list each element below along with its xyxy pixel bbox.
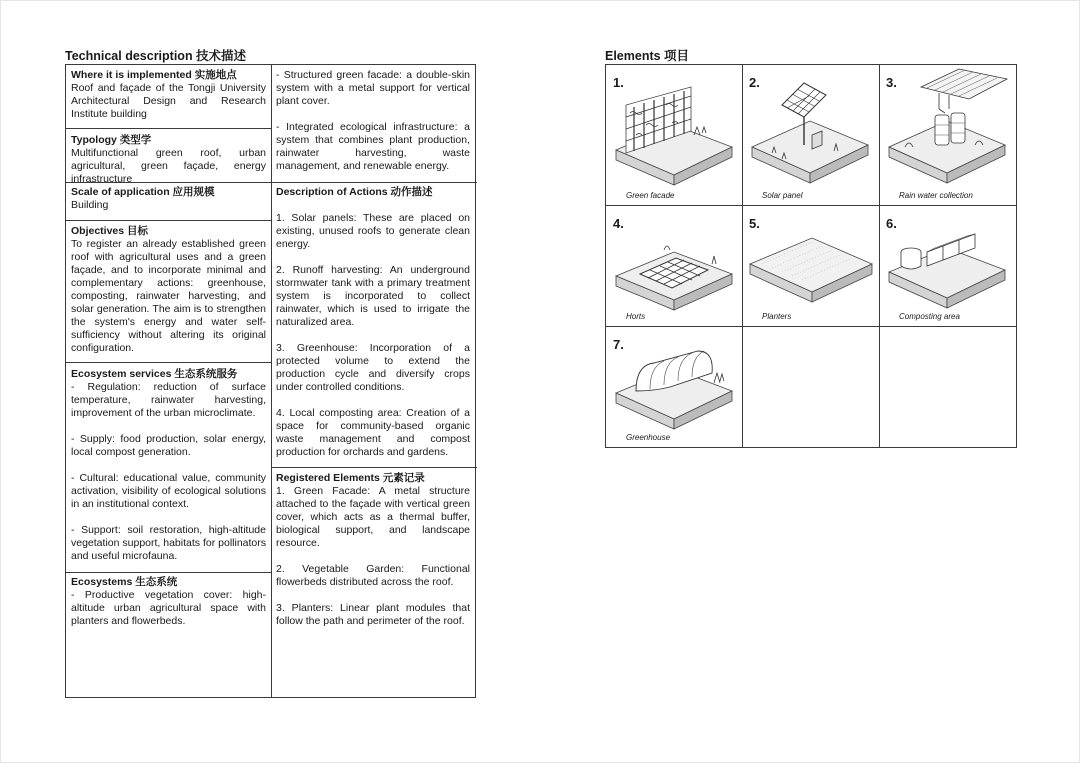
element-caption: Solar panel (762, 191, 803, 200)
solar-panel-icon (742, 65, 879, 205)
tech-title: Technical description 技术描述 (65, 49, 247, 63)
planters-icon (742, 206, 879, 326)
element-cell-green-facade (606, 65, 742, 205)
element-cell-rain-water (879, 65, 1016, 205)
element-number: 7. (613, 337, 624, 352)
block-text: - Cultural: educational value, community activation, visibility of ecological solutions in an institutional context. (71, 472, 266, 510)
horts-icon (606, 206, 742, 326)
element-caption: Greenhouse (626, 433, 671, 442)
block-text: Roof and façade of the Tongji University Architectural Design and Research Institute building (71, 82, 266, 120)
block-text: 1. Solar panels: These are placed on existing, unused roofs to generate clean energy. (276, 212, 470, 250)
element-cell-composting (879, 206, 1016, 326)
element-number: 2. (749, 75, 760, 90)
elements-title: Elements 项目 (605, 49, 690, 63)
block-text: - Supply: food production, solar energy, local compost generation. (71, 433, 266, 458)
block-title: Scale of application 应用规模 (71, 186, 215, 198)
element-caption: Green facade (626, 191, 675, 200)
objectives-block (71, 225, 266, 355)
typology-continued-block (276, 69, 470, 173)
block-text: 4. Local composting area: Creation of a space for community-based organic waste management and compost production for orchards and gardens. (276, 407, 470, 458)
block-text: - Productive vegetation cover: high-altitude urban agricultural space with planters and flowerbeds. (71, 589, 266, 627)
element-cell-greenhouse (606, 327, 742, 447)
element-caption: Composting area (899, 312, 960, 321)
typology-block (71, 134, 266, 186)
block-text: - Structured green facade: a double-skin system with a metal support for vertical plant cover. (276, 69, 470, 107)
row-divider (66, 572, 271, 573)
column-divider (271, 65, 272, 697)
composting-icon (879, 206, 1016, 326)
element-number: 6. (886, 216, 897, 231)
actions-block (276, 186, 470, 459)
element-number: 1. (613, 75, 624, 90)
registered-elements-block (276, 472, 470, 628)
rain-water-icon (879, 65, 1016, 205)
element-cell-solar-panel (742, 65, 879, 205)
block-text: 2. Vegetable Garden: Functional flowerbeds distributed across the roof. (276, 563, 470, 588)
element-number: 5. (749, 216, 760, 231)
greenhouse-icon (606, 327, 742, 447)
row-divider (271, 467, 477, 468)
block-title: Registered Elements 元素记录 (276, 472, 425, 484)
block-text: - Regulation: reduction of surface temperature, rainwater harvesting, improvement of the urban microclimate. (71, 381, 266, 419)
block-text: 3. Greenhouse: Incorporation of a protected volume to extend the production cycle and diversify crops under controlled conditions. (276, 342, 470, 393)
row-divider (66, 362, 271, 363)
ecosystems-block (71, 576, 266, 628)
block-text: 1. Green Facade: A metal structure attached to the façade with vertical green cover, which acts as a thermal buffer, biological support, and landscape resource. (276, 485, 470, 549)
element-number: 4. (613, 216, 624, 231)
block-title: Typology 类型学 (71, 134, 152, 146)
block-text: - Integrated ecological infrastructure: a system that combines plant production, rainwater harvesting, waste management, and renewable energy. (276, 121, 470, 172)
green-facade-icon (606, 65, 742, 205)
element-caption: Planters (762, 312, 792, 321)
block-title: Description of Actions 动作描述 (276, 186, 433, 198)
block-title: Ecosystems 生态系统 (71, 576, 178, 588)
element-caption: Rain water collection (899, 191, 973, 200)
block-text: To register an already established green roof with agricultural uses and a green façade, and to incorporate minimal and complementary actions: greenhouse, composting, rainwater harvesting, and solar generation. The aim is to strengthen the system's energy and water self-sufficiency without altering its original configuration. (71, 238, 266, 354)
ecosystem-services-block (71, 368, 266, 563)
element-cell-horts (606, 206, 742, 326)
block-text: - Support: soil restoration, high-altitude vegetation support, habitats for pollinators and useful microfauna. (71, 524, 266, 562)
row-divider (66, 220, 271, 221)
element-cell-planters (742, 206, 879, 326)
element-number: 3. (886, 75, 897, 90)
scale-block (71, 186, 266, 212)
where-block (71, 69, 266, 121)
row-divider (66, 128, 271, 129)
block-title: Objectives 目标 (71, 225, 149, 237)
elements-grid (605, 64, 1017, 448)
element-caption: Horts (626, 312, 646, 321)
block-text: 3. Planters: Linear plant modules that follow the path and perimeter of the roof. (276, 602, 470, 627)
block-title: Ecosystem services 生态系统服务 (71, 368, 238, 380)
block-text: Building (71, 199, 109, 211)
block-title: Where it is implemented 实施地点 (71, 69, 237, 81)
tech-table (65, 64, 476, 698)
block-text: Multifunctional green roof, urban agricultural, green façade, energy infrastructure (71, 147, 266, 185)
block-text: 2. Runoff harvesting: An underground stormwater tank with a primary treatment system is incorporated to collect rainwater, which is used to irrigate the naturalized area. (276, 264, 470, 328)
